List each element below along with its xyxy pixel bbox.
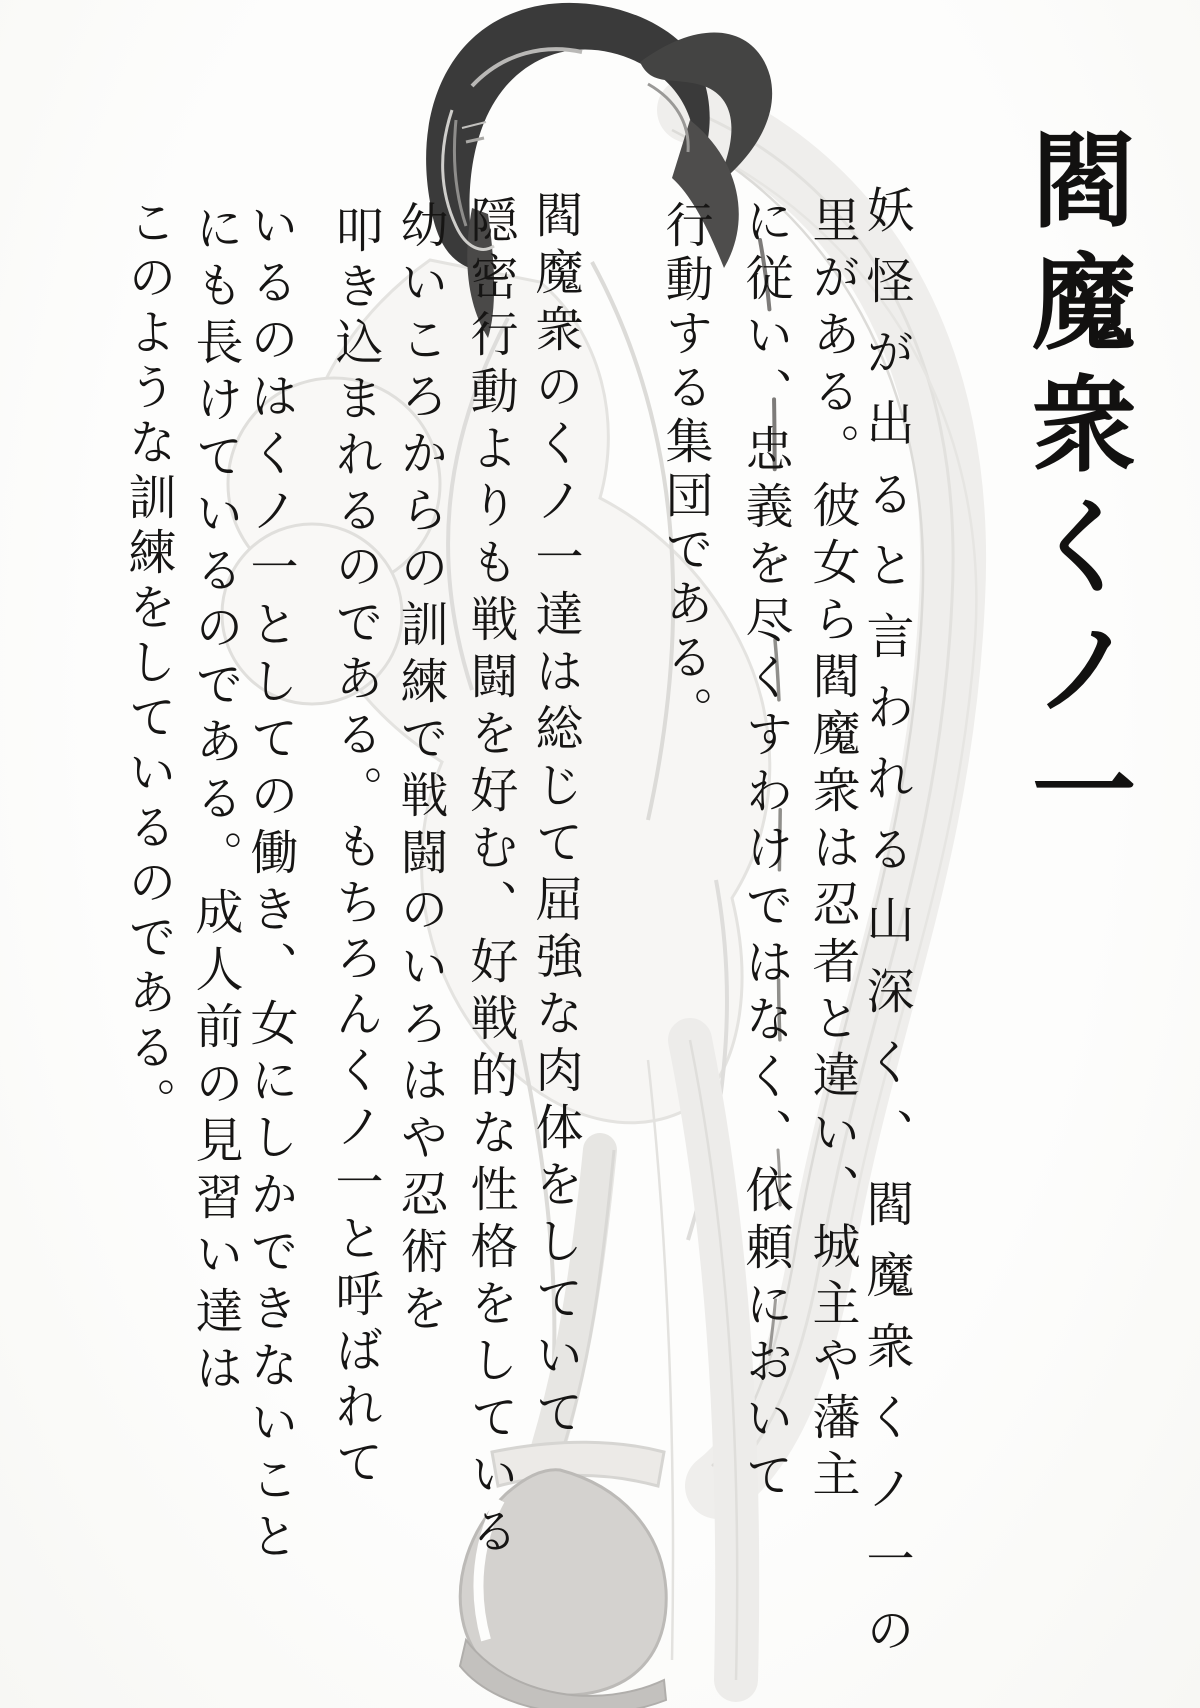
text-column-2: 里がある。彼女ら閻魔衆は忍者と違い、城主や藩主 bbox=[804, 195, 860, 1506]
text-column-8: 叩き込まれるのである。もちろんくノ一と呼ばれて bbox=[327, 205, 383, 1493]
text-column-11: このような訓練をしているのである。 bbox=[120, 197, 176, 1132]
text-column-7: 幼いころからの訓練で戦闘のいろはや忍術を bbox=[392, 200, 448, 1340]
text-column-9: いるのはくノ一としての働き、女にしかできないこと bbox=[242, 200, 298, 1568]
text-column-4: 行動する集団である。 bbox=[657, 200, 713, 740]
text-column-3: に従い、忠義を尽くすわけではなく、依頼において bbox=[737, 196, 793, 1507]
text-column-5: 閻魔衆のくノ一達は総じて屈強な肉体をしていて bbox=[527, 190, 583, 1444]
text-column-1: 妖怪が出ると言われる山深く、閻魔衆くノ一の bbox=[858, 185, 914, 1676]
text-column-6: 隠密行動よりも戦闘を好む、好戦的な性格をしている bbox=[462, 195, 518, 1563]
page-title: 閻魔衆くノ一 bbox=[1014, 126, 1137, 858]
text-column-10: にも長けているのである。成人前の見習い達は bbox=[187, 203, 243, 1400]
